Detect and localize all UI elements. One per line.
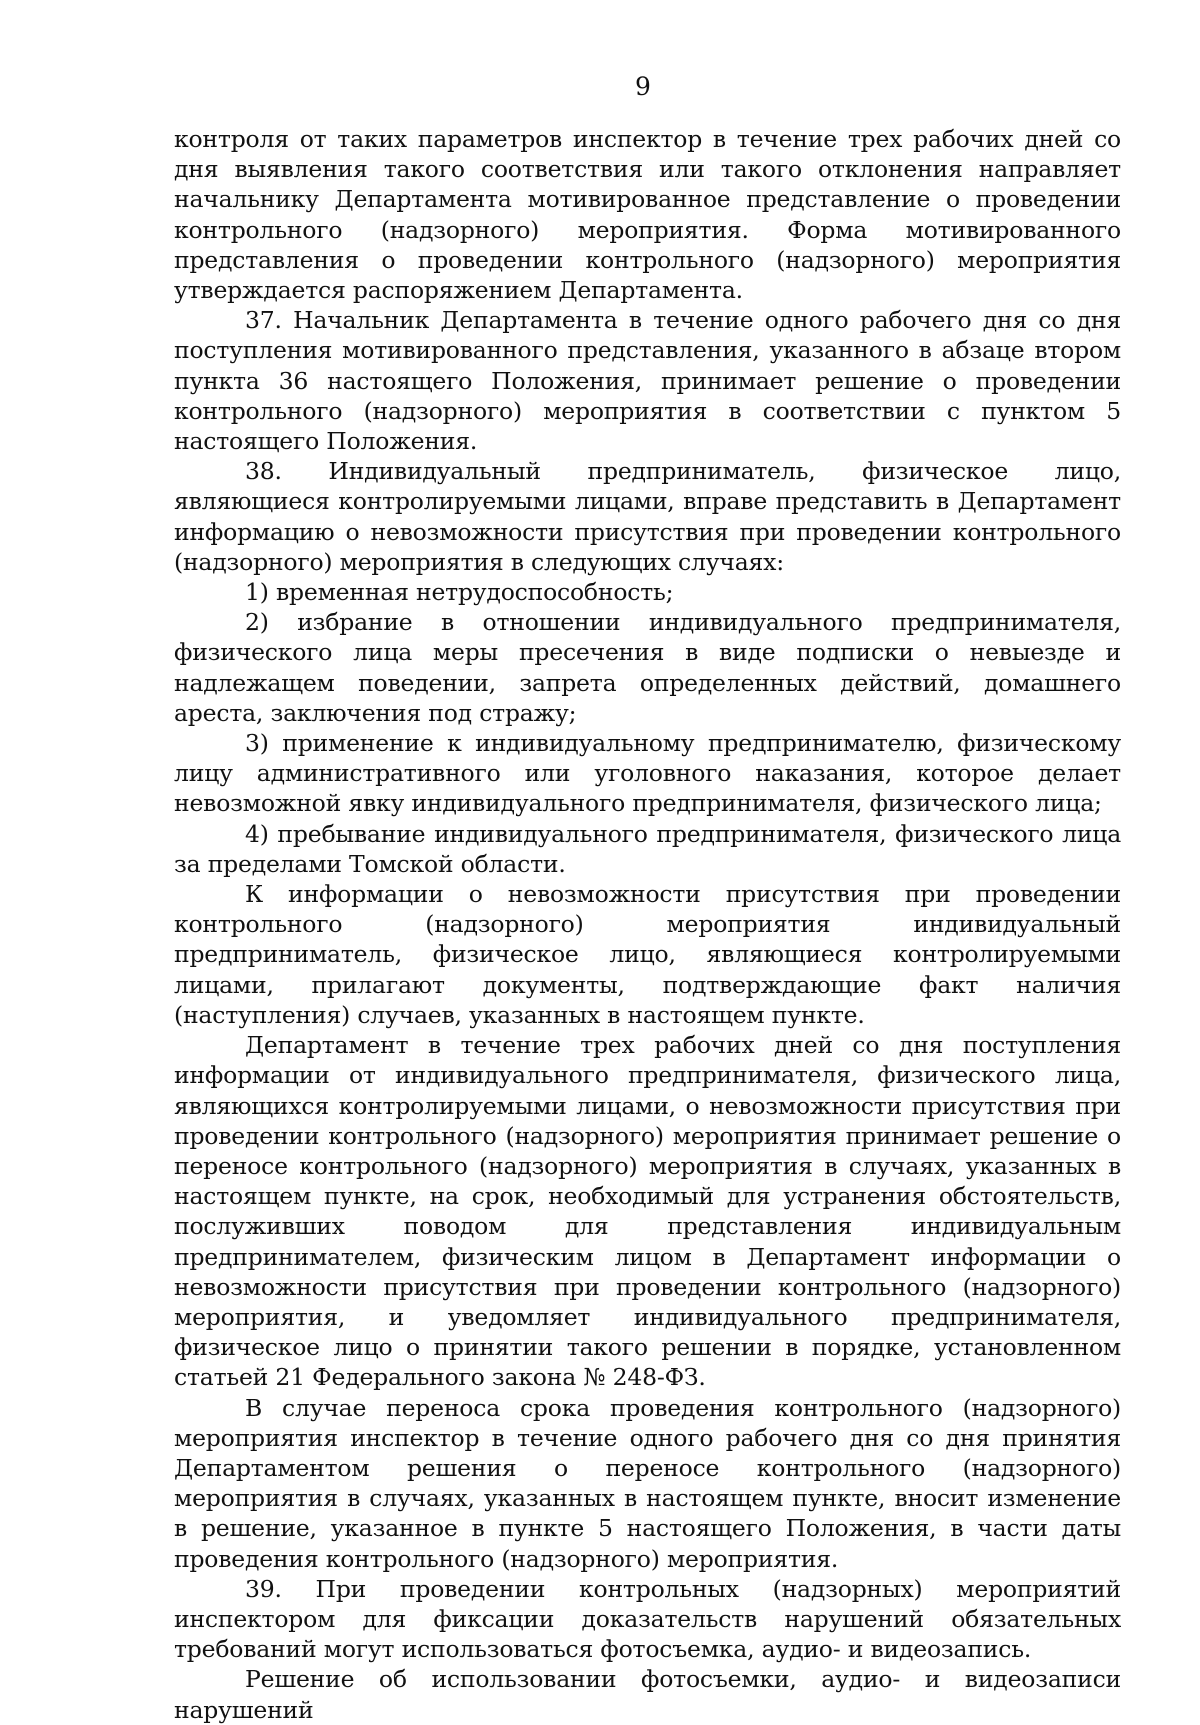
paragraph: Решение об использовании фотосъемки, аудио- и видеозаписи нарушений (174, 1665, 1121, 1724)
paragraph: 39. При проведении контрольных (надзорных) мероприятий инспектором для фиксации доказательств нарушений обязательных требований могут использоваться фотосъемка, аудио- и видеозапись. (174, 1574, 1121, 1664)
list-item: 3) применение к индивидуальному предпринимателю, физическому лицу административного или уголовного наказания, которое делает невозможной явку индивидуального предпринимателя, физического лица; (174, 729, 1121, 818)
list-item: 2) избрание в отношении индивидуального предпринимателя, физического лица меры пресечения в виде подписки о невыезде и надлежащем поведении, запрета определенных действий, домашнего ареста, заключения под стражу; (174, 608, 1121, 727)
list-item: 1) временная нетрудоспособность; (245, 578, 674, 607)
paragraph: контроля от таких параметров инспектор в течение трех рабочих дней со дня выявления такого соответствия или такого отклонения направляет начальнику Департамента мотивированное представление о проведении контрольного (надзорного) мероприятия. Форма мотивированного представления о проведении контрольного (надзорного) мероприятия утверждается распоряжением Департамента. (174, 125, 1121, 305)
document-body (174, 124, 1121, 1725)
paragraph: Департамент в течение трех рабочих дней со дня поступления информации от индивидуального предпринимателя, физического лица, являющихся контролируемыми лицами, о невозможности присутствия при проведении контрольного (надзорного) мероприятия принимает решение о переносе контрольного (надзорного) мероприятия в случаях, указанных в настоящем пункте, на срок, необходимый для устранения обстоятельств, послуживших поводом для представления индивидуальным предпринимателем, физическим лицом в Департамент информации о невозможности присутствия при проведении контрольного (надзорного) мероприятия, и уведомляет индивидуального предпринимателя, физическое лицо о принятии такого решении в порядке, установленном статьей 21 Федерального закона № 248-ФЗ. (174, 1031, 1121, 1392)
paragraph: В случае переноса срока проведения контрольного (надзорного) мероприятия инспектор в течение одного рабочего дня со дня принятия Департаментом решения о переносе контрольного (надзорного) мероприятия в случаях, указанных в настоящем пункте, вносит изменение в решение, указанное в пункте 5 настоящего Положения, в части даты проведения контрольного (надзорного) мероприятия. (174, 1393, 1121, 1573)
paragraph: 38. Индивидуальный предприниматель, физическое лицо, являющиеся контролируемыми лицами, вправе представить в Департамент информацию о невозможности присутствия при проведении контрольного (надзорного) мероприятия в следующих случаях: (174, 457, 1121, 576)
paragraph: 37. Начальник Департамента в течение одного рабочего дня со дня поступления мотивированного представления, указанного в абзаце втором пункта 36 настоящего Положения, принимает решение о проведении контрольного (надзорного) мероприятия в соответствии с пунктом 5 настоящего Положения. (174, 306, 1121, 456)
page-number: 9 (635, 72, 651, 101)
paragraph: К информации о невозможности присутствия при проведении контрольного (надзорного) мероприятия индивидуальный предприниматель, физическое лицо, являющиеся контролируемыми лицами, прилагают документы, подтверждающие факт наличия (наступления) случаев, указанных в настоящем пункте. (174, 880, 1121, 1029)
list-item: 4) пребывание индивидуального предпринимателя, физического лица за пределами Томской области. (174, 819, 1121, 878)
